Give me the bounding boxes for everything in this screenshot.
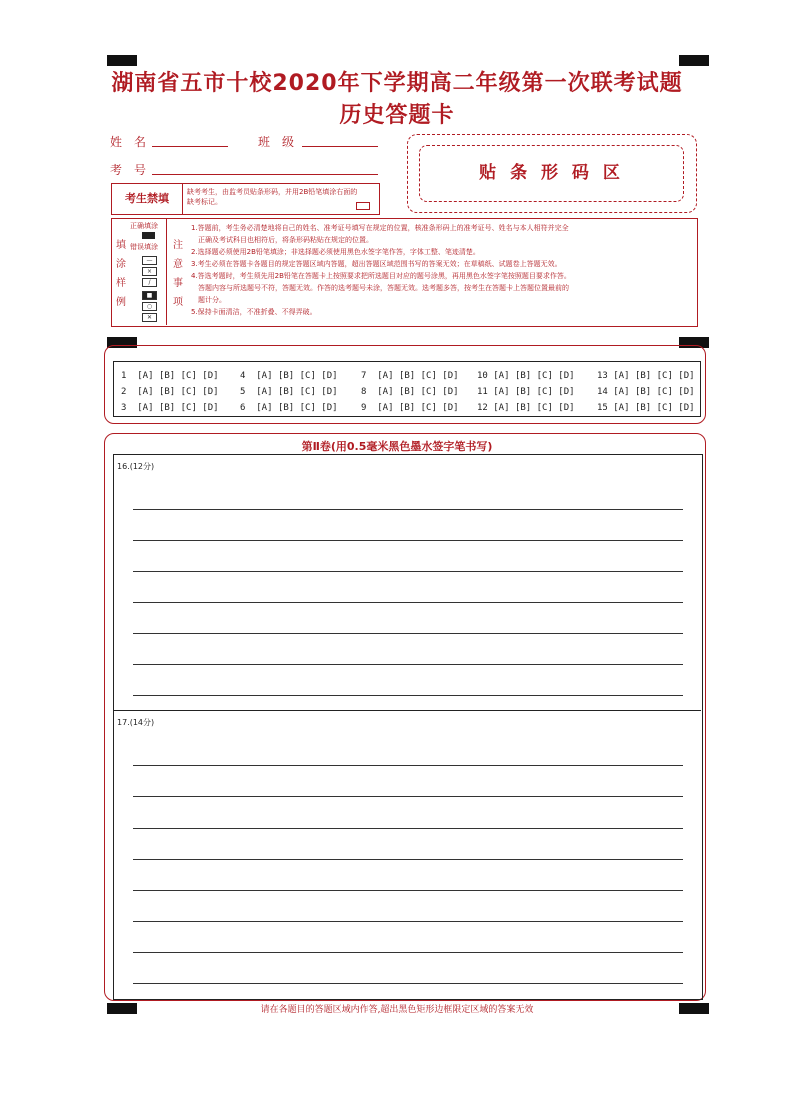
note-item: 2.选择题必须使用2B铅笔填涂；非选择题必须使用黑色水签字笔作答，字体工整、笔迹清楚。 (191, 248, 480, 256)
mcq-row[interactable]: 12 [A] [B] [C] [D] (477, 403, 575, 413)
answer-divider (113, 710, 701, 711)
name-field[interactable] (152, 146, 228, 147)
mcq-row[interactable]: 7 [A] [B] [C] [D] (361, 371, 459, 381)
wrong-fill-symbol: / (142, 278, 157, 287)
note-item: 5.保持卡面清洁，不准折叠、不得弄破。 (191, 308, 317, 316)
correct-fill-label: 正确填涂 (130, 222, 158, 230)
notes-side-label: 注 意 事 项 (173, 240, 183, 308)
divider (166, 218, 167, 325)
answer-line[interactable] (133, 509, 683, 510)
exam-no-field[interactable] (152, 174, 378, 175)
wrong-fill-symbol: ✕ (142, 313, 157, 322)
mcq-column (361, 368, 459, 416)
subject-title: 历史答题卡 (339, 103, 455, 128)
mcq-column (477, 368, 575, 416)
mcq-row[interactable]: 2 [A] [B] [C] [D] (121, 387, 219, 397)
absent-box (111, 183, 380, 215)
correct-fill-example (142, 232, 155, 239)
wrong-fill-symbol: ○ (142, 302, 157, 311)
mcq-row[interactable]: 10 [A] [B] [C] [D] (477, 371, 575, 381)
answer-frame (113, 454, 703, 1000)
fill-example-side-label: 填 涂 样 例 (116, 240, 126, 308)
mcq-row[interactable]: 13 [A] [B] [C] [D] (597, 371, 695, 381)
mcq-row[interactable]: 1 [A] [B] [C] [D] (121, 371, 219, 381)
note-item: 3.考生必须在答题卡各题目的规定答题区域内答题，超出答题区域范围书写的答案无效；在草稿纸、试题卷上答题无效。 (191, 260, 562, 268)
answer-line[interactable] (133, 540, 683, 541)
mcq-row[interactable]: 4 [A] [B] [C] [D] (240, 371, 338, 381)
mcq-row[interactable]: 6 [A] [B] [C] [D] (240, 403, 338, 413)
wrong-fill-symbol: ■ (142, 291, 157, 300)
class-field[interactable] (302, 146, 378, 147)
footer-note: 请在各题目的答题区域内作答,超出黑色矩形边框限定区域的答案无效 (260, 1005, 534, 1015)
mcq-row[interactable]: 3 [A] [B] [C] [D] (121, 403, 219, 413)
answer-line[interactable] (133, 859, 683, 860)
answer-line[interactable] (133, 921, 683, 922)
answer-line[interactable] (133, 695, 683, 696)
answer-line[interactable] (133, 796, 683, 797)
answer-line[interactable] (133, 828, 683, 829)
answer-line[interactable] (133, 633, 683, 634)
name-label: 姓 名 (110, 135, 147, 149)
note-item: 答题内容与所选题号不符，答题无效。作答的选考题号未涂，答题无效。选考题多答，按考生在答题卡上答题位置最前的 (198, 284, 569, 292)
mcq-column (121, 368, 219, 416)
mcq-row[interactable]: 14 [A] [B] [C] [D] (597, 387, 695, 397)
barcode-area: 贴 条 形 码 区 (419, 145, 684, 202)
mcq-row[interactable]: 5 [A] [B] [C] [D] (240, 387, 338, 397)
mcq-row[interactable]: 15 [A] [B] [C] [D] (597, 403, 695, 413)
mcq-column (597, 368, 695, 416)
absent-label: 考生禁填 (112, 184, 183, 214)
class-label: 班 级 (258, 135, 295, 149)
wrong-fill-symbol: × (142, 267, 157, 276)
timing-mark (679, 55, 709, 66)
answer-line[interactable] (133, 571, 683, 572)
note-item: 题计分。 (198, 296, 226, 304)
absent-mark-box[interactable] (356, 202, 370, 210)
question-16-label: 16.(12分) (117, 462, 155, 471)
exam-title: 湖南省五市十校2020年下学期高二年级第一次联考试题 (111, 71, 683, 96)
question-17-label: 17.(14分) (117, 718, 155, 727)
answer-line[interactable] (133, 983, 683, 984)
mcq-row[interactable]: 11 [A] [B] [C] [D] (477, 387, 575, 397)
mcq-column (240, 368, 338, 416)
note-item: 4.答选考题时，考生须先用2B铅笔在答题卡上按照要求把所选题目对应的题号涂黑，再用黑色水签字笔按照题目要求作答。 (191, 272, 571, 280)
mcq-row[interactable]: 9 [A] [B] [C] [D] (361, 403, 459, 413)
answer-line[interactable] (133, 602, 683, 603)
answer-line[interactable] (133, 765, 683, 766)
notes-list (191, 222, 691, 318)
note-item: 正确及考试科目也相符后，将条形码粘贴在规定的位置。 (198, 236, 373, 244)
wrong-fill-symbol: — (142, 256, 157, 265)
answer-line[interactable] (133, 952, 683, 953)
answer-line[interactable] (133, 664, 683, 665)
answer-line[interactable] (133, 890, 683, 891)
absent-text: 缺考考生，由监考员贴条形码，并用2B铅笔填涂右面的缺考标记。 (187, 188, 358, 206)
note-item: 1.答题前，考生务必清楚地将自己的姓名、准考证号填写在规定的位置，核准条形码上的准考证号、姓名与本人相符并完全 (191, 224, 569, 232)
exam-no-label: 考 号 (110, 163, 147, 177)
timing-mark (107, 55, 137, 66)
wrong-fill-label: 错误填涂 (130, 243, 158, 251)
mcq-row[interactable]: 8 [A] [B] [C] [D] (361, 387, 459, 397)
part2-title: 第Ⅱ卷(用0.5毫米黑色墨水签字笔书写) (301, 440, 493, 453)
